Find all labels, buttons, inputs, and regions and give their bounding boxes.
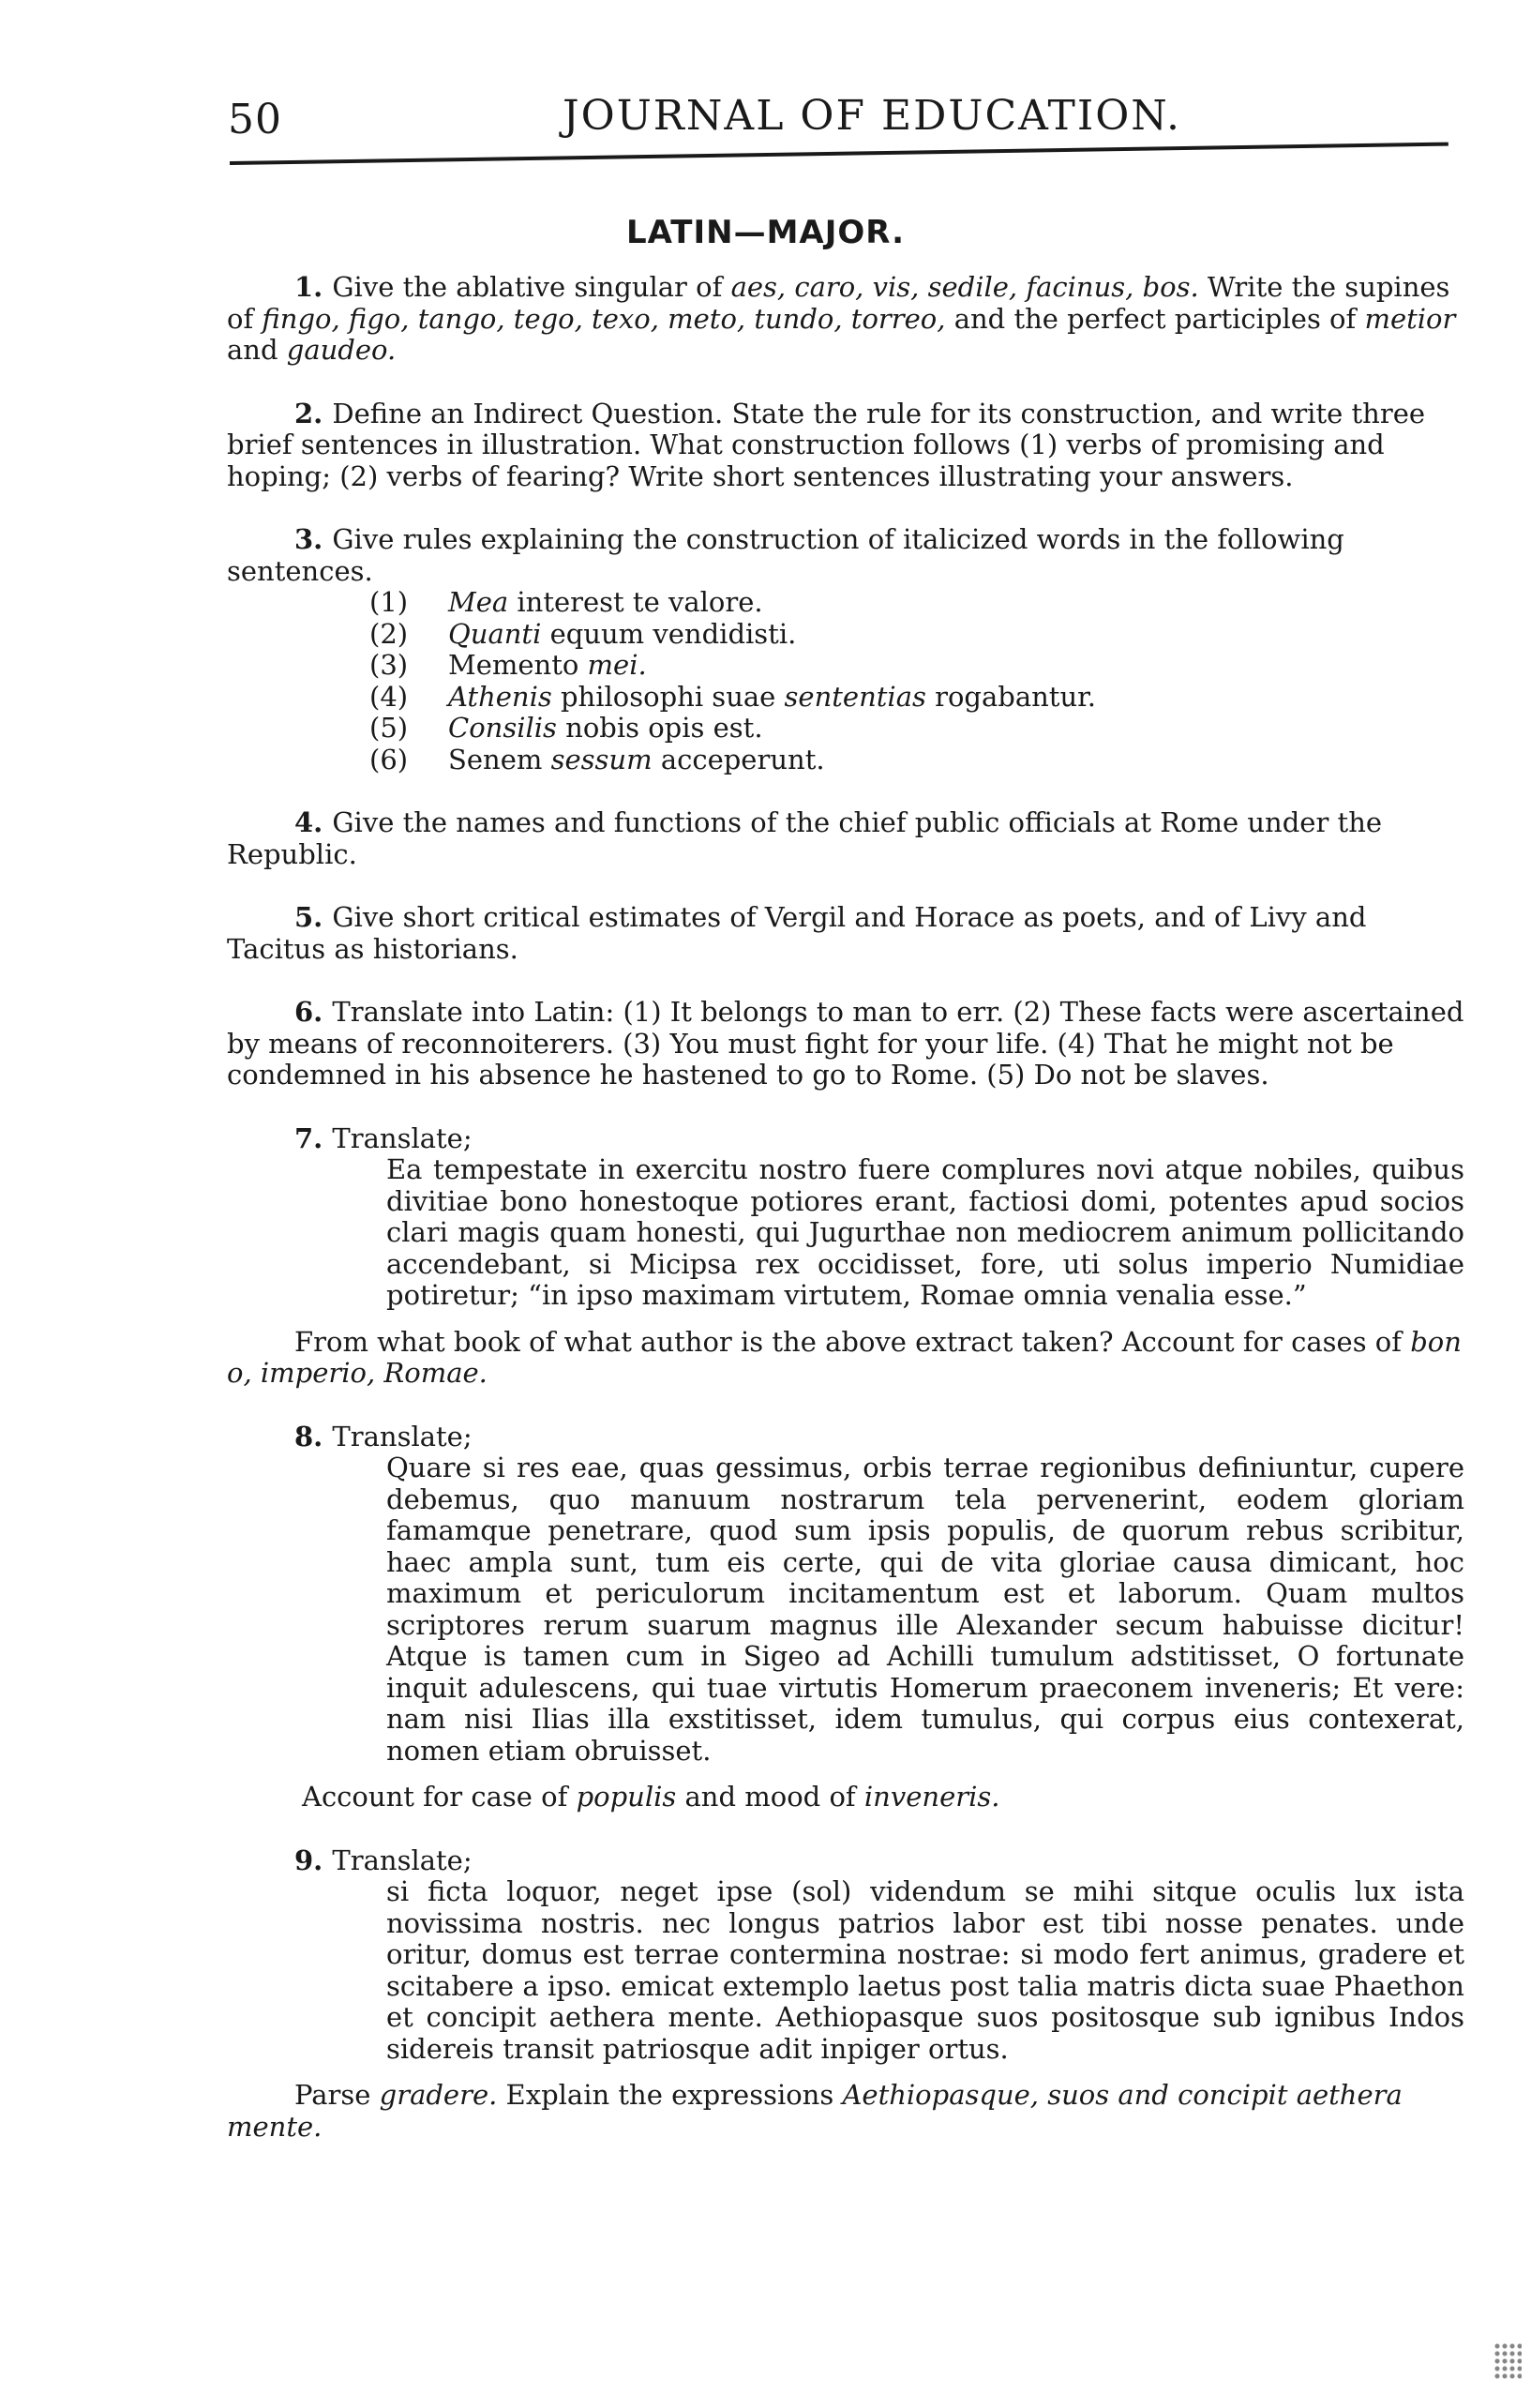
follow-up-question — [227, 2080, 1464, 2143]
sentence-italic: Athenis — [448, 680, 552, 713]
sentence-italic: Consilis — [448, 712, 557, 744]
sentence-number: (6) — [369, 743, 409, 775]
question-italic: fingo, figo, tango, tego, texo, meto, tundo, torreo, — [262, 302, 946, 335]
latin-passage: Ea tempestate in exercitu nostro fuere complures novi atque nobiles, quibus divitiae bono honestoque potiores erant, factiosi domi, potentes apud socios clari magis quam honesti, qui Jugurthae non mediocrem animum pollicitando accendebant, si Micipsa rex occidisset, fore, uti solus imperio Numidiae potiretur; “in ipso maximam virtutem, Romae omnia venalia esse.” — [386, 1153, 1464, 1311]
question-number: 5. — [294, 901, 323, 933]
translate-label-row — [227, 1123, 1464, 1155]
list-item — [369, 587, 1464, 619]
question-text: Parse — [294, 2079, 371, 2111]
question-text: and mood of — [684, 1781, 856, 1813]
sentence-text: equum vendidisti. — [549, 617, 797, 650]
page-number: 50 — [228, 96, 282, 143]
sentence-number: (1) — [369, 586, 409, 618]
sentence-text: philosophi suae — [560, 680, 776, 713]
list-item — [369, 650, 1464, 682]
question-number: 7. — [294, 1121, 323, 1154]
question-text: Define an Indirect Question. State the rule for its construction, and write three brief sentences in illustration. What construction follows (1) verbs of promising and hoping; (2) verbs of fearing? Write short sentences illustrating your answers. — [227, 397, 1426, 492]
question-text: Write the supines of — [227, 271, 1450, 335]
question-italic: gaudeo. — [286, 334, 397, 366]
follow-up-question — [227, 1782, 1464, 1814]
question-8 — [227, 1422, 1464, 1814]
question-3-prompt — [227, 524, 1464, 587]
sentence-italic: Mea — [448, 586, 509, 618]
sentence-number: (4) — [369, 680, 409, 713]
question-italic: inveneris. — [863, 1781, 1000, 1813]
sentence-text: Senem — [448, 743, 543, 775]
list-item — [369, 619, 1464, 651]
list-item — [369, 713, 1464, 745]
question-text: and — [227, 334, 278, 366]
latin-passage: Quare si res eae, quas gessimus, orbis terrae regionibus definiuntur, cupere debemus, quo manuum nostrarum tela pervenerint, eodem gloriam famamque penetrare, quod sum ipsis populis, de quorum rebus scribitur, haec ampla sunt, tum eis certe, qui de vita gloriae causa dimicant, hoc maximum et periculorum incitamentum est et laborum. Quam multos scriptores rerum suarum magnus ille Alexander secum habuisse dicitur! Atque is tamen cum in Sigeo ad Achilli tumulum adstitisset, O fortunate inquit adulescens, qui tuae virtutis Homerum praeconem inveneris; Et vere: nam nisi Ilias illa exstitisset, idem tumulus, qui corpus eius contexerat, nomen etiam obruisset. — [386, 1452, 1464, 1767]
question-3 — [227, 524, 1464, 775]
sentence-number: (5) — [369, 712, 409, 744]
question-text: and the perfect participles of — [953, 302, 1357, 335]
translate-label-row — [227, 1845, 1464, 1877]
question-2 — [227, 399, 1464, 493]
question-4 — [227, 807, 1464, 870]
question-number: 9. — [294, 1844, 323, 1876]
sentence-text: interest te valore. — [517, 586, 763, 618]
running-head: JOURNAL OF EDUCATION. — [563, 92, 1181, 140]
question-italic: populis — [576, 1781, 677, 1813]
question-italic: metior — [1364, 302, 1456, 335]
header-rule — [230, 143, 1448, 165]
question-text: Give the names and functions of the chief public officials at Rome under the Republic. — [227, 806, 1383, 870]
question-9 — [227, 1845, 1464, 2144]
latin-passage: si ficta loquor, neget ipse (sol) videndum se mihi sitque oculis lux ista novissima nostris. nec longus patrios labor est tibi nosse penates. unde oritur, domus est terrae contermina nostrae: si modo fert animus, gradere et scitabere a ipso. emicat extemplo laetus post talia matris dicta suae Phaethon et concipit aethera mente. Aethiopasque suos positosque sub ignibus Indos sidereis transit patriosque adit inpiger ortus. — [386, 1875, 1464, 2065]
question-6 — [227, 997, 1464, 1091]
sentence-text: nobis opis est. — [565, 712, 763, 744]
sentence-text: Memento — [448, 649, 579, 681]
sentence-italic: sessum — [550, 743, 653, 775]
question-text: Give short critical estimates of Vergil and Horace as poets, and of Livy and Tacitus as historians. — [227, 901, 1367, 965]
exam-questions — [227, 272, 1464, 2175]
question-number: 6. — [294, 996, 323, 1028]
section-title: LATIN—MAJOR. — [625, 214, 906, 251]
question-number: 4. — [294, 806, 323, 838]
translate-label: Translate; — [332, 1420, 473, 1452]
translate-label: Translate; — [332, 1121, 473, 1154]
question-number: 2. — [294, 397, 323, 429]
question-text: From what book of what author is the above extract taken? Account for cases of — [294, 1325, 1402, 1358]
sentence-italic: sententias — [784, 680, 926, 713]
question-text: Translate into Latin: (1) It belongs to man to err. (2) These facts were ascertained by means of reconnoiterers. (3) You must fight for your life. (4) That he might not be condemned in his absence he hastened to go to Rome. (5) Do not be slaves. — [227, 996, 1464, 1091]
question-number: 8. — [294, 1420, 323, 1452]
scan-mark — [1493, 2342, 1522, 2380]
question-text: Account for case of — [302, 1781, 568, 1813]
sentence-number: (3) — [369, 649, 409, 681]
question-1 — [227, 272, 1464, 367]
sentence-italic: mei. — [587, 649, 647, 681]
question-italic: bon o, imperio, Romae. — [227, 1325, 1462, 1389]
list-item — [369, 682, 1464, 714]
sentence-text: acceperunt. — [660, 743, 825, 775]
sentence-italic: Quanti — [448, 617, 542, 650]
question-text: Give the ablative singular of — [332, 271, 723, 303]
list-item — [369, 745, 1464, 776]
sentence-list — [227, 587, 1464, 775]
sentence-number: (2) — [369, 617, 409, 650]
question-number: 1. — [294, 271, 323, 303]
question-italic: gradere. — [379, 2079, 498, 2111]
sentence-text: rogabantur. — [935, 680, 1097, 713]
translate-label-row — [227, 1422, 1464, 1453]
question-7 — [227, 1123, 1464, 1390]
translate-label: Translate; — [332, 1844, 473, 1876]
follow-up-question — [227, 1327, 1464, 1390]
question-text: Explain the expressions — [505, 2079, 834, 2111]
question-text: Give rules explaining the construction of italicized words in the following sentences. — [227, 523, 1344, 587]
question-italic: aes, caro, vis, sedile, facinus, bos. — [730, 271, 1199, 303]
question-number: 3. — [294, 523, 323, 555]
question-5 — [227, 902, 1464, 965]
question-italic: Aethiopasque, suos and concipit aethera mente. — [227, 2079, 1403, 2143]
